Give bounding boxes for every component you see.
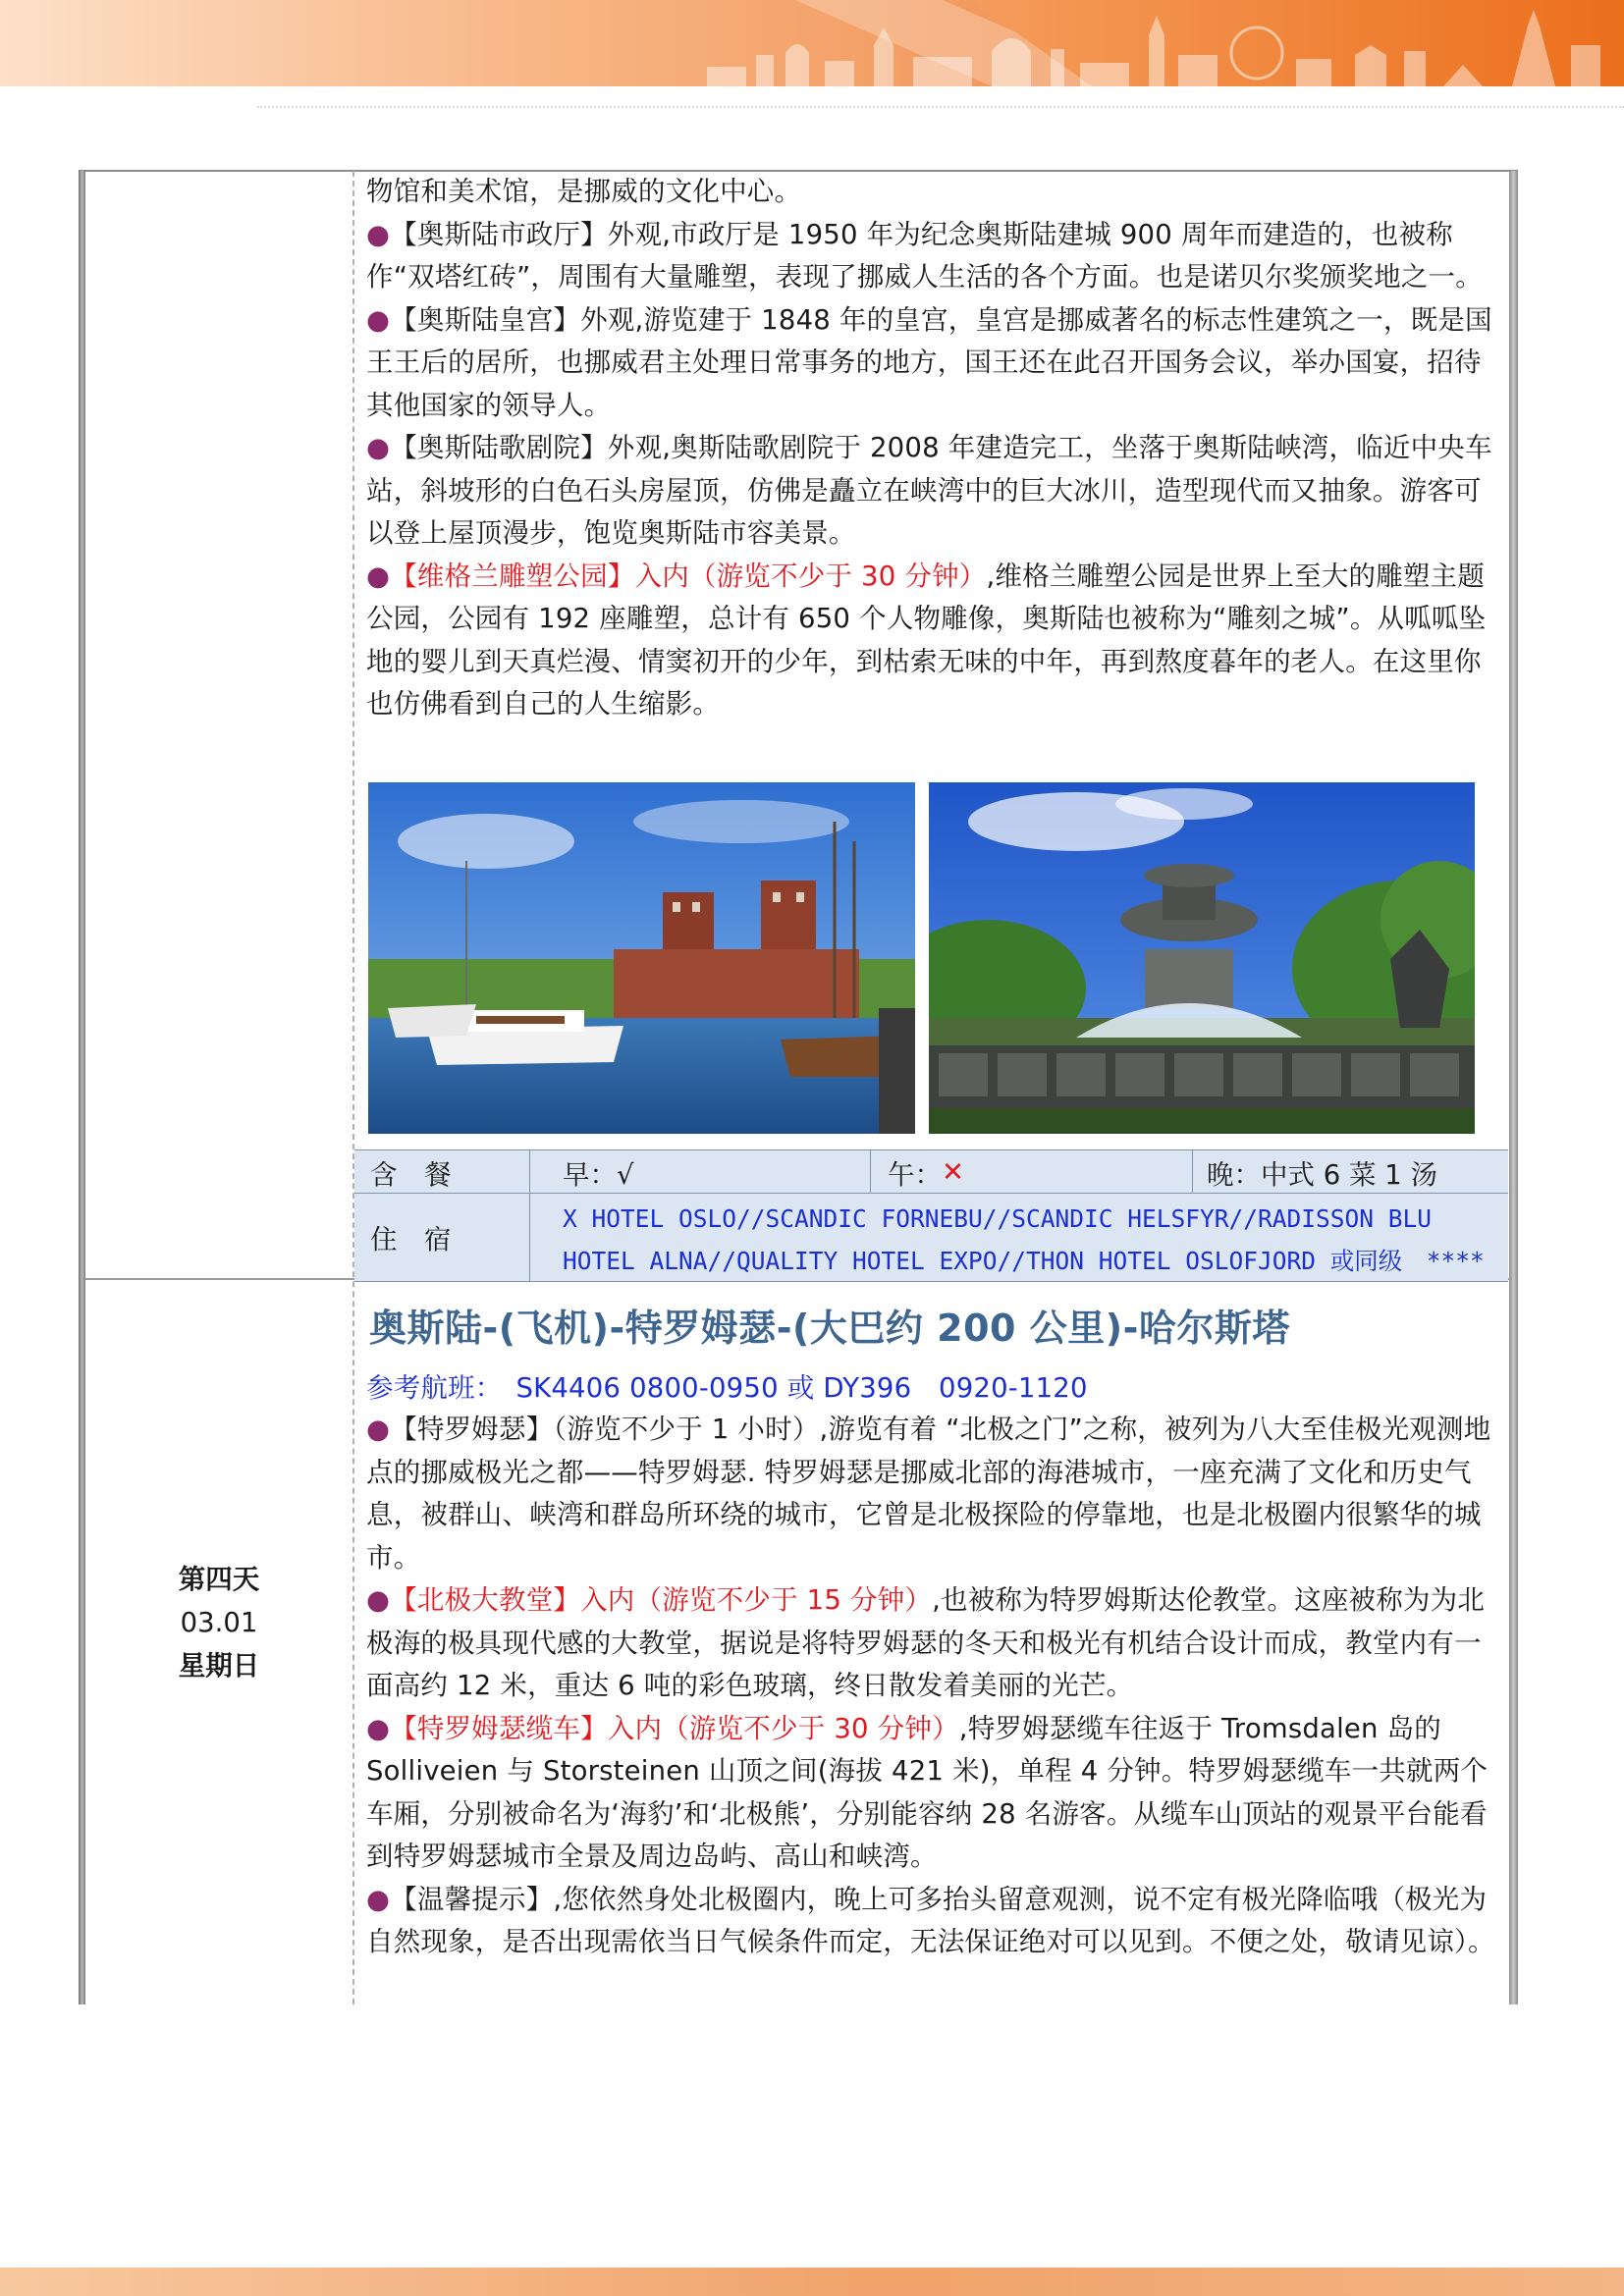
dinner-cell: 晚：中式 6 菜 1 汤 bbox=[1207, 1158, 1437, 1191]
body-text: 【奥斯陆歌剧院】外观,奥斯陆歌剧院于 2008 年建造完工，坐落于奥斯陆峡湾，临近中央车站，斜坡形的白色石头房屋顶，仿佛是矗立在峡湾中的巨大冰川，造型现代而又抽象。游客可以登上屋顶漫步，饱览奥斯陆市容美景。 bbox=[366, 432, 1492, 549]
flight-info: 参考航班： SK4406 0800-0950 或 DY396 0920-1120 bbox=[366, 1372, 1088, 1404]
table-row-divider bbox=[354, 1193, 1508, 1194]
paragraph bbox=[366, 1409, 1501, 1579]
meals-lodging-table bbox=[354, 1149, 1508, 1282]
body-text: 【奥斯陆市政厅】外观,市政厅是 1950 年为纪念奥斯陆建城 900 周年而建造的，也被称作“双塔红砖”，周围有大量雕塑，表现了挪威人生活的各个方面。也是诺贝尔奖颁奖地之一。 bbox=[366, 218, 1483, 293]
highlight-text: 【特罗姆瑟缆车】入内（游览不少于 30 分钟） bbox=[390, 1712, 959, 1744]
oslo-city-hall-harbor-photo bbox=[368, 782, 915, 1134]
lodging-label: 住 宿 bbox=[370, 1224, 452, 1255]
table-col-divider bbox=[870, 1150, 871, 1193]
day-weekday: 星期日 bbox=[178, 1650, 260, 1682]
table-left-border bbox=[79, 171, 85, 2004]
body-text: 【特罗姆瑟】（游览不少于 1 小时）,游览有着 “北极之门”之称，被列为八大至佳极光观测地点的挪威极光之都——特罗姆瑟. 特罗姆瑟是挪威北部的海港城市，一座充满了文化和历史气息，被群山、峡湾和群岛所环绕的城市，它曾是北极探险的停靠地，也是北极圈内很繁华的城市。 bbox=[366, 1414, 1491, 1574]
paragraph bbox=[366, 171, 1501, 214]
bullet-icon: ● bbox=[366, 303, 391, 336]
meals-label: 含 餐 bbox=[370, 1158, 452, 1191]
breakfast-cell: 早：√ bbox=[563, 1158, 634, 1191]
body-text: ,特罗姆瑟缆车往返于 Tromsdalen 岛的 Solliveien 与 Storsteinen 山顶之间(海拔 421 米)，单程 4 分钟。特罗姆瑟缆车一共就两个车厢，分别被命名为‘海豹’和‘北极熊’，分别能容纳 28 名游客。从缆车山顶站的观景平台能看到特罗姆瑟城市全景及周边岛屿、高山和峡湾。 bbox=[366, 1712, 1489, 1872]
day3-itinerary-text bbox=[366, 171, 1501, 726]
vigeland-fountain-photo bbox=[929, 782, 1475, 1134]
paragraph bbox=[366, 1708, 1501, 1879]
body-text: ,也被称为特罗姆斯达伦教堂。这座被称为为北极海的极具现代感的大教堂，据说是将特罗姆瑟的冬天和极光有机结合设计而成，教堂内有一面高约 12 米，重达 6 吨的彩色玻璃，终日散发着美丽的光芒。 bbox=[366, 1584, 1486, 1701]
paragraph bbox=[366, 556, 1501, 726]
day4-itinerary-text bbox=[366, 1409, 1501, 1964]
day4-route-title: 奥斯陆-(飞机)-特罗姆瑟-(大巴约 200 公里)-哈尔斯塔 bbox=[369, 1307, 1290, 1350]
bullet-icon: ● bbox=[366, 1414, 391, 1445]
city-skyline-icon bbox=[687, 6, 1624, 86]
body-text: 【温馨提示】,您依然身处北极圈内，晚上可多抬头留意观测，说不定有极光降临哦（极光为自然现象，是否出现需依当日气候条件而定，无法保证绝对可以见到。不便之处，敬请见谅）。 bbox=[366, 1883, 1495, 1957]
paragraph bbox=[366, 1579, 1501, 1708]
table-right-border bbox=[1509, 171, 1518, 2004]
footer-banner bbox=[0, 2268, 1624, 2296]
body-text: ,维格兰雕塑公园是世界上至大的雕塑主题公园，公园有 192 座雕塑，总计有 650 个人物雕像，奥斯陆也被称为“雕刻之城”。从呱呱坠地的婴儿到天真烂漫、情窦初开的少年，到枯索无味的中年，再到熬度暮年的老人。在这里你也仿佛看到自己的人生缩影。 bbox=[366, 560, 1487, 720]
day4-label bbox=[85, 1558, 352, 1687]
table-col-divider bbox=[1192, 1150, 1193, 1193]
day-date: 03.01 bbox=[180, 1607, 258, 1638]
paragraph bbox=[366, 214, 1501, 299]
body-text: 【奥斯陆皇宫】外观,游览建于 1848 年的皇宫，皇宫是挪威著名的标志性建筑之一，既是国王王后的居所，也挪威君主处理日常事务的地方，国王还在此召开国务会议，举办国宴，招待其他国家的领导人。 bbox=[366, 303, 1492, 421]
bullet-icon: ● bbox=[366, 1883, 391, 1915]
bullet-icon: ● bbox=[366, 218, 391, 250]
bullet-icon: ● bbox=[366, 1584, 391, 1616]
highlight-text: 【维格兰雕塑公园】入内（游览不少于 30 分钟） bbox=[390, 560, 987, 592]
paragraph bbox=[366, 299, 1501, 428]
body-text: 物馆和美术馆，是挪威的文化中心。 bbox=[366, 176, 802, 207]
paragraph bbox=[366, 427, 1501, 556]
highlight-text: 【北极大教堂】入内（游览不少于 15 分钟） bbox=[390, 1584, 933, 1616]
bullet-icon: ● bbox=[366, 1712, 391, 1744]
cross-icon: ✕ bbox=[942, 1155, 965, 1188]
column-divider bbox=[352, 171, 354, 2004]
table-col-divider bbox=[529, 1150, 530, 1281]
header-divider bbox=[257, 106, 1624, 108]
day-name: 第四天 bbox=[178, 1564, 260, 1595]
hotel-list-line-1: X HOTEL OSLO//SCANDIC FORNEBU//SCANDIC HELSFYR//RADISSON BLU bbox=[563, 1204, 1433, 1233]
lunch-label: 午： bbox=[888, 1158, 942, 1191]
lunch-cell bbox=[888, 1150, 964, 1193]
bullet-icon: ● bbox=[366, 432, 391, 463]
paragraph bbox=[366, 1879, 1501, 1964]
hotel-list-line-2: HOTEL ALNA//QUALITY HOTEL EXPO//THON HOTEL OSLOFJORD 或同级 **** bbox=[563, 1247, 1485, 1275]
hotel-list bbox=[563, 1198, 1485, 1282]
bullet-icon: ● bbox=[366, 560, 391, 592]
